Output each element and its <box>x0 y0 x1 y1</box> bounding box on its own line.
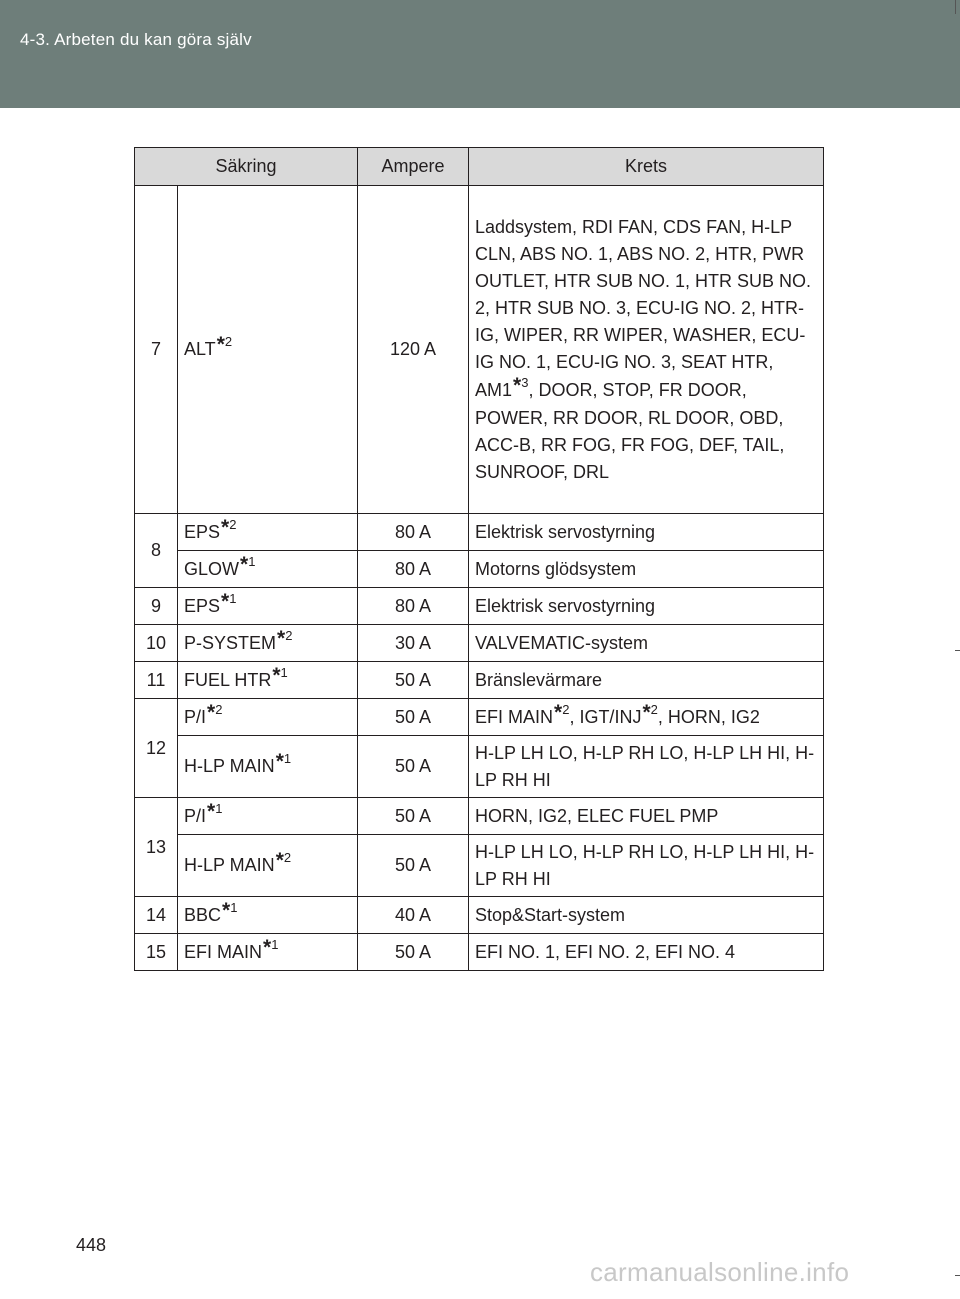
fuse-name-text: P/I <box>184 706 207 727</box>
asterisk-mark: * <box>222 898 231 922</box>
fuse-ampere: 50 A <box>358 662 469 699</box>
fuse-name-text: H-LP MAIN <box>184 855 275 875</box>
crop-mark <box>955 650 960 651</box>
fuse-circuit <box>469 186 824 514</box>
fuse-name-text: P/I <box>184 805 207 826</box>
table-row <box>135 798 824 835</box>
fuse-number: 7 <box>135 186 178 514</box>
fuse-number: 11 <box>135 662 178 699</box>
footnote-ref: 1 <box>215 800 223 816</box>
fuse-ampere: 50 A <box>358 934 469 971</box>
fuse-circuit: Elektrisk servostyrning <box>469 588 824 625</box>
fuse-name-text: ALT <box>184 339 216 359</box>
fuse-ampere: 120 A <box>358 186 469 514</box>
table-row <box>135 736 824 798</box>
fuse-circuit: Motorns glödsystem <box>469 551 824 588</box>
footnote-ref: 2 <box>224 334 233 349</box>
fuse-name-text: BBC <box>184 904 222 925</box>
asterisk-mark: * <box>221 589 230 613</box>
table-row <box>135 835 824 897</box>
fuse-name <box>178 835 358 897</box>
table-header-row <box>135 148 824 186</box>
table-row <box>135 186 824 514</box>
table-row <box>135 662 824 699</box>
fuse-ampere: 80 A <box>358 514 469 551</box>
fuse-circuit: VALVEMATIC-system <box>469 625 824 662</box>
footnote-ref: 1 <box>229 590 237 606</box>
footnote-ref: 1 <box>280 664 288 680</box>
fuse-name-text: EPS <box>184 595 221 616</box>
fuse-circuit <box>469 699 824 736</box>
column-header-ampere: Ampere <box>358 148 469 186</box>
circuit-text: , IGT/INJ <box>569 706 642 727</box>
footnote-ref: 2 <box>650 701 658 717</box>
fuse-number: 10 <box>135 625 178 662</box>
footnote-ref: 3 <box>521 374 529 390</box>
footnote-ref: 2 <box>562 701 570 717</box>
page-number: 448 <box>76 1235 107 1255</box>
footnote-ref: 1 <box>248 553 256 569</box>
table-row <box>135 699 824 736</box>
asterisk-mark: * <box>207 799 216 823</box>
fuse-name <box>178 588 358 625</box>
fuse-number: 13 <box>135 798 178 897</box>
table-row <box>135 551 824 588</box>
fuse-circuit: HORN, IG2, ELEC FUEL PMP <box>469 798 824 835</box>
fuse-name-text: EPS <box>184 521 221 542</box>
crop-mark <box>955 1275 960 1276</box>
fuse-number: 8 <box>135 514 178 588</box>
fuse-name <box>178 186 358 514</box>
fuse-name-text: EFI MAIN <box>184 941 263 962</box>
circuit-text: , DOOR, STOP, FR DOOR, POWER, RR DOOR, RL DOOR, OBD, ACC-B, RR FOG, FR FOG, DEF, TAIL, SUNROOF, DRL <box>475 379 785 482</box>
table-row <box>135 588 824 625</box>
footnote-ref: 2 <box>283 850 292 865</box>
asterisk-mark: * <box>221 515 230 539</box>
asterisk-mark: * <box>207 700 216 724</box>
fuse-ampere: 80 A <box>358 588 469 625</box>
header-band <box>0 0 960 108</box>
asterisk-mark: * <box>216 333 225 356</box>
footnote-ref: 2 <box>229 516 237 532</box>
fuse-name <box>178 736 358 798</box>
circuit-text: EFI MAIN <box>475 706 554 727</box>
footnote-ref: 2 <box>215 701 223 717</box>
fuse-circuit: Elektrisk servostyrning <box>469 514 824 551</box>
asterisk-mark: * <box>642 700 651 724</box>
fuse-ampere: 30 A <box>358 625 469 662</box>
fuse-name-text: GLOW <box>184 558 240 579</box>
column-header-fuse: Säkring <box>135 148 358 186</box>
section-title: 4-3. Arbeten du kan göra själv <box>20 30 252 49</box>
table-row <box>135 625 824 662</box>
circuit-text: , HORN, IG2 <box>657 706 760 727</box>
fuse-number: 15 <box>135 934 178 971</box>
footnote-ref: 1 <box>283 751 292 766</box>
asterisk-mark: * <box>513 373 522 397</box>
fuse-name <box>178 934 358 971</box>
fuse-number: 12 <box>135 699 178 798</box>
asterisk-mark: * <box>240 552 249 576</box>
fuse-circuit: Stop&Start-system <box>469 897 824 934</box>
fuse-ampere: 80 A <box>358 551 469 588</box>
fuse-name <box>178 625 358 662</box>
fuse-name <box>178 514 358 551</box>
fuse-circuit: H-LP LH LO, H-LP RH LO, H-LP LH HI, H-LP RH HI <box>469 736 824 798</box>
table-row <box>135 897 824 934</box>
asterisk-mark: * <box>275 750 284 773</box>
fuse-number: 14 <box>135 897 178 934</box>
fuse-name-text: FUEL HTR <box>184 669 272 690</box>
fuse-name-text: P-SYSTEM <box>184 632 277 653</box>
watermark: carmanualsonline.info <box>590 1257 850 1287</box>
footnote-ref: 2 <box>285 627 293 643</box>
crop-mark <box>955 0 956 14</box>
footnote-ref: 1 <box>271 936 279 952</box>
asterisk-mark: * <box>277 626 286 650</box>
asterisk-mark: * <box>272 663 281 687</box>
fuse-name <box>178 897 358 934</box>
table-row <box>135 514 824 551</box>
asterisk-mark: * <box>263 935 272 959</box>
asterisk-mark: * <box>275 849 284 872</box>
fuse-ampere: 40 A <box>358 897 469 934</box>
fuse-name <box>178 798 358 835</box>
fuse-circuit: Bränslevärmare <box>469 662 824 699</box>
fuse-circuit: EFI NO. 1, EFI NO. 2, EFI NO. 4 <box>469 934 824 971</box>
fuse-name <box>178 551 358 588</box>
fuse-name-text: H-LP MAIN <box>184 756 275 776</box>
fuse-name <box>178 662 358 699</box>
fuse-ampere: 50 A <box>358 699 469 736</box>
fuse-name <box>178 699 358 736</box>
asterisk-mark: * <box>554 700 563 724</box>
fuse-ampere: 50 A <box>358 736 469 798</box>
fuse-number: 9 <box>135 588 178 625</box>
circuit-text: Laddsystem, RDI FAN, CDS FAN, H-LP CLN, ABS NO. 1, ABS NO. 2, HTR, PWR OUTLET, HTR SUB NO. 1, HTR SUB NO. 2, HTR SUB NO. 3, ECU-IG NO. 2, HTR-IG, WIPER, RR WIPER, WASHER, ECU-IG NO. 1, ECU-IG NO. 3, SEAT HTR, AM1 <box>475 216 812 400</box>
footnote-ref: 1 <box>230 899 238 915</box>
fuse-ampere: 50 A <box>358 798 469 835</box>
fuse-table <box>134 147 824 971</box>
table-row <box>135 934 824 971</box>
fuse-ampere: 50 A <box>358 835 469 897</box>
column-header-circuit: Krets <box>469 148 824 186</box>
fuse-circuit: H-LP LH LO, H-LP RH LO, H-LP LH HI, H-LP RH HI <box>469 835 824 897</box>
